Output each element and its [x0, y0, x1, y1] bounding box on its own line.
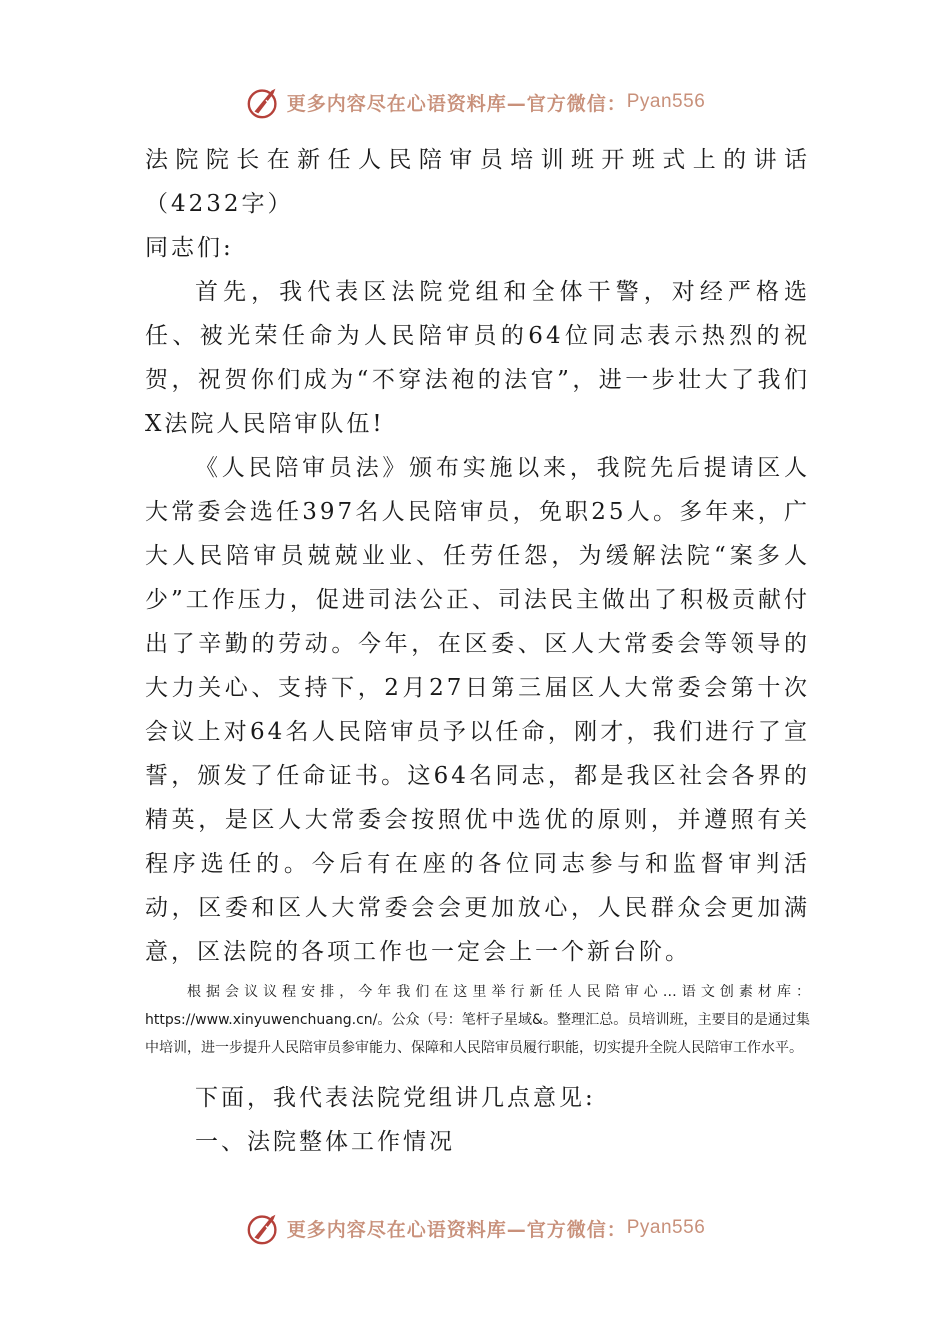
banner-contact: Pyan556	[626, 91, 706, 112]
banner-text: 更多内容尽在心语资料库—官方微信：	[286, 92, 627, 115]
footer-banner	[0, 1208, 950, 1248]
quill-logo-icon	[245, 83, 283, 121]
banner-text: 更多内容尽在心语资料库—官方微信：	[286, 1218, 627, 1241]
intro-line: 下面，我代表法院党组讲几点意见:	[195, 1085, 596, 1111]
header-banner	[0, 82, 950, 122]
small-paragraph: 根据会议议程安排，今年我们在这里举行新任人民陪审心…语文创素材库：https://www.xinyuwenchuang.cn/。公众（号：笔杆子星域&。整理汇总。员培训班，主要目的是通过集中培训，进一步提升人民陪审员参审能力、保障和人民陪审员履行职能，切实提升全院人民陪审工作水平。	[145, 984, 810, 1056]
greeting: 同志们:	[145, 235, 234, 261]
quill-logo-icon	[245, 1209, 283, 1247]
paragraph: 《人民陪审员法》颁布实施以来，我院先后提请区人大常委会选任397名人民陪审员，免职25人。多年来，广大人民陪审员兢兢业业、任劳任怨，为缓解法院“案多人少”工作压力，促进司法公正、司法民主做出了积极贡献付出了辛勤的劳动。今年，在区委、区人大常委会等领导的大力关心、支持下，2月27日第三届区人大常委会第十次会议上对64名人民陪审员予以任命，刚才，我们进行了宣誓，颁发了任命证书。这64名同志，都是我区社会各界的精英，是区人大常委会按照优中选优的原则，并遵照有关程序选任的。今后有在座的各位同志参与和监督审判活动，区委和区人大常委会会更加放心，人民群众会更加满意，区法院的各项工作也一定会上一个新台阶。	[145, 455, 810, 965]
document-title: 法院院长在新任人民陪审员培训班开班式上的讲话（4232字）	[145, 147, 810, 217]
document-body	[145, 138, 810, 1164]
banner-contact: Pyan556	[626, 1217, 706, 1238]
paragraph: 首先，我代表区法院党组和全体干警，对经严格选任、被光荣任命为人民陪审员的64位同志表示热烈的祝贺，祝贺你们成为“不穿法袍的法官”，进一步壮大了我们X法院人民陪审队伍!	[145, 279, 810, 437]
section-heading: 一、法院整体工作情况	[195, 1129, 455, 1155]
